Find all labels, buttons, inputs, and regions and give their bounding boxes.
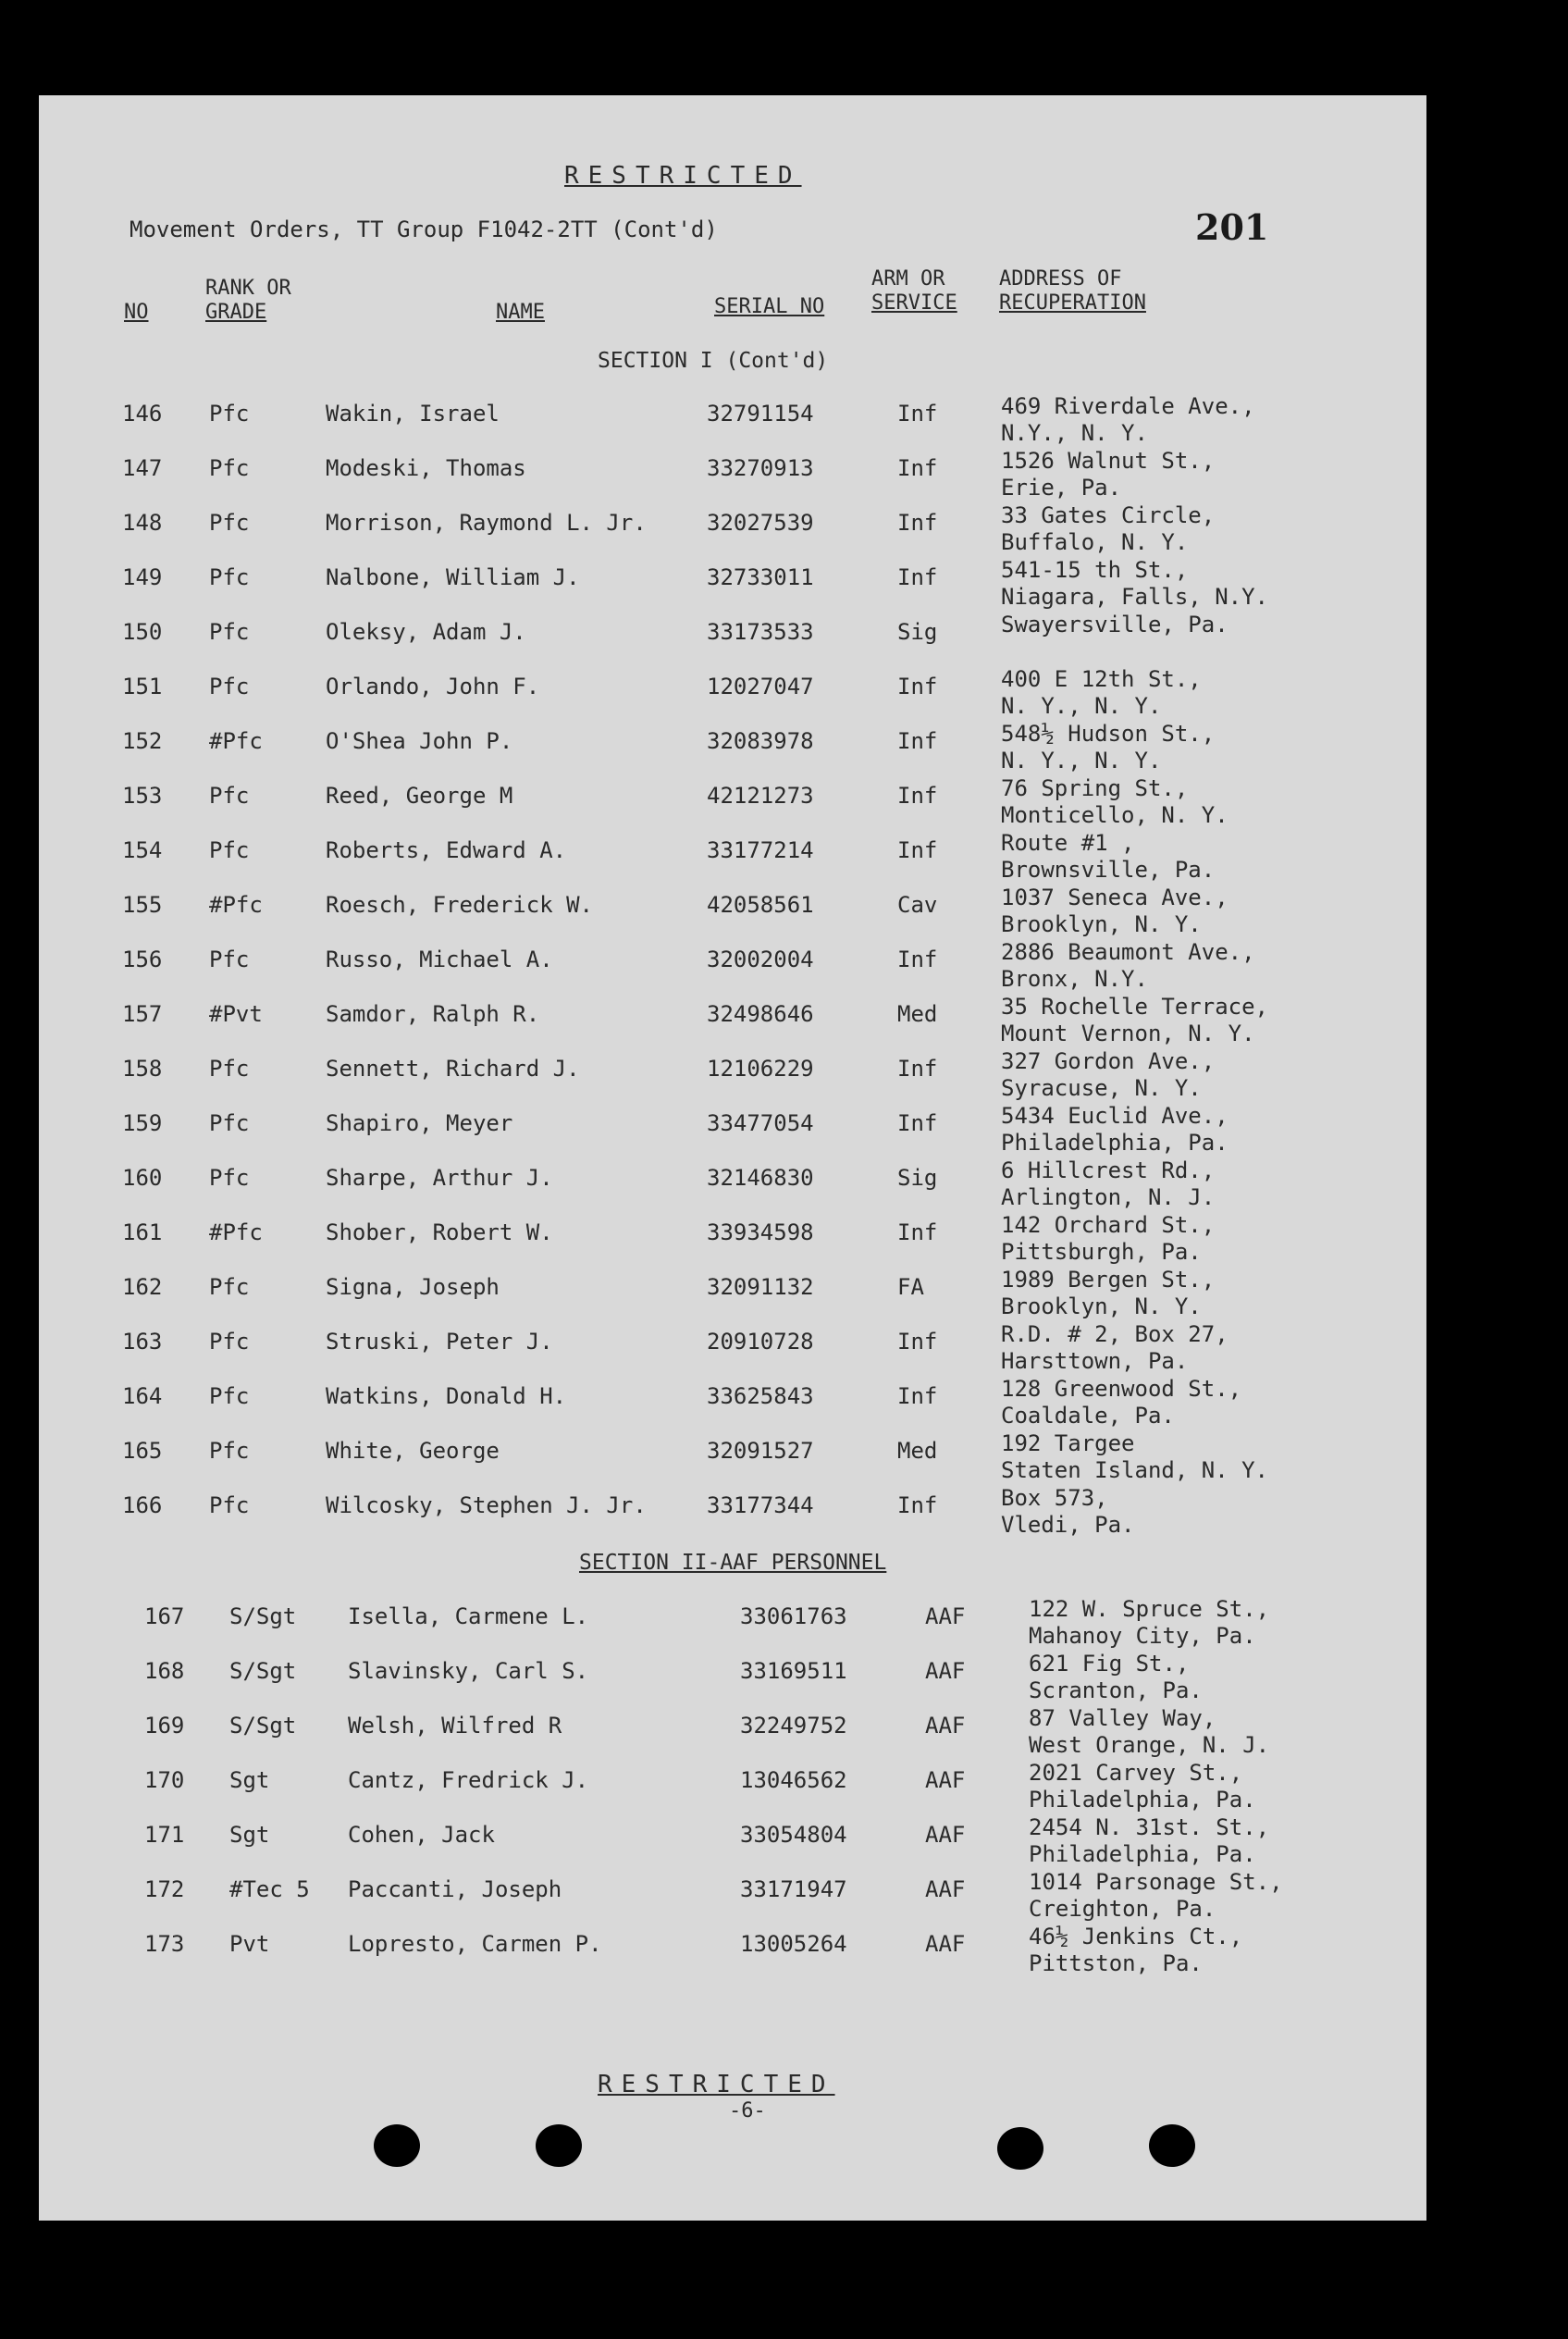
- row-address-line1: Swayersville, Pa.: [1001, 612, 1228, 637]
- row-name: Lopresto, Carmen P.: [348, 1931, 602, 1957]
- row-address-line2: Brooklyn, N. Y.: [1001, 1293, 1202, 1319]
- row-address: [1001, 1157, 1215, 1211]
- row-number: 170: [144, 1767, 185, 1793]
- table-row: [39, 612, 1426, 674]
- row-address: [1001, 1267, 1215, 1320]
- row-serial: 32498646: [707, 1001, 814, 1027]
- row-serial: 20910728: [707, 1329, 814, 1355]
- footer-page-number: -6-: [729, 2099, 766, 2122]
- row-rank: Pfc: [209, 1110, 250, 1136]
- row-arm: Inf: [897, 455, 938, 481]
- row-address-line2: Mahanoy City, Pa.: [1029, 1623, 1256, 1649]
- row-arm: Inf: [897, 674, 938, 699]
- punch-hole: [536, 2124, 582, 2167]
- row-address-line2: Brownsville, Pa.: [1001, 857, 1216, 883]
- row-address-line2: Coaldale, Pa.: [1001, 1403, 1175, 1429]
- row-number: 168: [144, 1658, 185, 1684]
- row-arm: AAF: [925, 1931, 966, 1957]
- punch-hole: [997, 2127, 1043, 2170]
- row-address-line1: 541-15 th St.,: [1001, 557, 1189, 583]
- row-address-line1: 1989 Bergen St.,: [1001, 1267, 1216, 1293]
- row-arm: Inf: [897, 1056, 938, 1082]
- row-address: [1001, 502, 1215, 556]
- row-rank: Pfc: [209, 1274, 250, 1300]
- row-address-line1: 2454 N. 31st. St.,: [1029, 1814, 1270, 1840]
- row-address-line1: Route #1 ,: [1001, 830, 1135, 856]
- row-address-line1: 5434 Euclid Ave.,: [1001, 1103, 1228, 1129]
- row-arm: Inf: [897, 564, 938, 590]
- col-header-address-line1: ADDRESS OF: [999, 267, 1122, 291]
- row-address-line2: Staten Island, N. Y.: [1001, 1457, 1268, 1483]
- punch-hole: [1149, 2124, 1195, 2167]
- row-address-line1: 1526 Walnut St.,: [1001, 448, 1216, 474]
- row-name: Struski, Peter J.: [326, 1329, 553, 1355]
- table-row: [39, 1430, 1426, 1493]
- row-arm: Inf: [897, 837, 938, 863]
- row-arm: Inf: [897, 1110, 938, 1136]
- row-rank: Pfc: [209, 619, 250, 645]
- row-address: [1001, 1321, 1228, 1375]
- row-rank: #Pfc: [209, 892, 263, 918]
- row-number: 152: [122, 728, 163, 754]
- row-number: 167: [144, 1603, 185, 1629]
- row-address-line2: Vledi, Pa.: [1001, 1512, 1135, 1538]
- row-arm: AAF: [925, 1767, 966, 1793]
- row-address-line1: R.D. # 2, Box 27,: [1001, 1321, 1228, 1347]
- row-number: 173: [144, 1931, 185, 1957]
- row-address: [1001, 1485, 1135, 1539]
- row-rank: Pfc: [209, 1329, 250, 1355]
- row-address: [1029, 1760, 1256, 1813]
- table-row: [39, 666, 1426, 729]
- document-page: [39, 95, 1426, 2221]
- table-row: [39, 1103, 1426, 1166]
- row-address: [1001, 830, 1215, 884]
- col-header-rank-line2: GRADE: [205, 301, 267, 324]
- row-serial: 32249752: [740, 1713, 847, 1739]
- row-serial: 33177214: [707, 837, 814, 863]
- row-rank: Pvt: [229, 1931, 270, 1957]
- row-number: 147: [122, 455, 163, 481]
- row-name: White, George: [326, 1438, 500, 1464]
- row-number: 166: [122, 1492, 163, 1518]
- row-address: [1029, 1651, 1203, 1704]
- table-row: [39, 393, 1426, 456]
- row-address-line2: West Orange, N. J.: [1029, 1732, 1270, 1758]
- row-serial: 32002004: [707, 947, 814, 972]
- row-address-line2: Niagara, Falls, N.Y.: [1001, 584, 1268, 610]
- row-name: Paccanti, Joseph: [348, 1876, 562, 1902]
- row-serial: 32791154: [707, 401, 814, 427]
- row-name: Slavinsky, Carl S.: [348, 1658, 589, 1684]
- row-address-line1: 327 Gordon Ave.,: [1001, 1048, 1216, 1074]
- row-address-line1: 2886 Beaumont Ave.,: [1001, 939, 1255, 965]
- row-number: 165: [122, 1438, 163, 1464]
- row-address: [1001, 666, 1202, 720]
- row-name: Shapiro, Meyer: [326, 1110, 513, 1136]
- row-rank: S/Sgt: [229, 1603, 297, 1629]
- row-address-line2: Mount Vernon, N. Y.: [1001, 1021, 1255, 1046]
- row-number: 149: [122, 564, 163, 590]
- row-serial: 13005264: [740, 1931, 847, 1957]
- row-serial: 32733011: [707, 564, 814, 590]
- row-rank: S/Sgt: [229, 1713, 297, 1739]
- row-rank: Pfc: [209, 510, 250, 536]
- row-address-line1: 469 Riverdale Ave.,: [1001, 393, 1255, 419]
- section-title: SECTION II-AAF PERSONNEL: [579, 1551, 887, 1575]
- col-header-address-line2: RECUPERATION: [999, 291, 1146, 315]
- row-serial: 33173533: [707, 619, 814, 645]
- row-serial: 33169511: [740, 1658, 847, 1684]
- punch-hole: [374, 2124, 420, 2167]
- row-name: Roberts, Edward A.: [326, 837, 567, 863]
- row-rank: Pfc: [209, 1165, 250, 1191]
- row-address: [1001, 1430, 1268, 1484]
- row-serial: 33477054: [707, 1110, 814, 1136]
- row-address-line2: Brooklyn, N. Y.: [1001, 911, 1202, 937]
- row-address: [1001, 939, 1255, 993]
- row-rank: Pfc: [209, 947, 250, 972]
- row-arm: Sig: [897, 619, 938, 645]
- table-row: [39, 1924, 1426, 1986]
- row-serial: 42121273: [707, 783, 814, 809]
- row-arm: Sig: [897, 1165, 938, 1191]
- col-header-rank: [205, 277, 291, 325]
- row-address-line1: 87 Valley Way,: [1029, 1705, 1216, 1731]
- row-address-line1: 621 Fig St.,: [1029, 1651, 1190, 1677]
- row-address-line2: Syracuse, N. Y.: [1001, 1075, 1202, 1101]
- row-name: Shober, Robert W.: [326, 1219, 553, 1245]
- row-arm: Inf: [897, 1329, 938, 1355]
- row-address-line1: 128 Greenwood St.,: [1001, 1376, 1242, 1402]
- row-address: [1001, 885, 1228, 938]
- row-address: [1001, 721, 1215, 774]
- row-address: [1001, 1103, 1228, 1157]
- row-name: Signa, Joseph: [326, 1274, 500, 1300]
- row-arm: AAF: [925, 1876, 966, 1902]
- row-number: 160: [122, 1165, 163, 1191]
- col-header-no: NO: [124, 301, 149, 324]
- section-title: SECTION I (Cont'd): [598, 349, 829, 373]
- row-name: Wilcosky, Stephen J. Jr.: [326, 1492, 647, 1518]
- row-serial: 33625843: [707, 1383, 814, 1409]
- row-serial: 32027539: [707, 510, 814, 536]
- row-arm: Med: [897, 1438, 938, 1464]
- row-address: [1001, 994, 1268, 1047]
- row-address-line2: Harsttown, Pa.: [1001, 1348, 1189, 1374]
- row-number: 150: [122, 619, 163, 645]
- row-arm: Inf: [897, 1219, 938, 1245]
- row-number: 154: [122, 837, 163, 863]
- row-address: [1001, 448, 1215, 501]
- row-arm: Inf: [897, 401, 938, 427]
- row-serial: 12106229: [707, 1056, 814, 1082]
- row-serial: 33171947: [740, 1876, 847, 1902]
- row-serial: 33177344: [707, 1492, 814, 1518]
- row-address-line2: Creighton, Pa.: [1029, 1896, 1216, 1922]
- row-address: [1001, 1212, 1215, 1266]
- row-address: [1001, 1376, 1241, 1429]
- row-name: Russo, Michael A.: [326, 947, 553, 972]
- row-name: Isella, Carmene L.: [348, 1603, 589, 1629]
- row-address-line2: Buffalo, N. Y.: [1001, 529, 1189, 555]
- row-arm: Med: [897, 1001, 938, 1027]
- page-number: 201: [1195, 206, 1269, 248]
- col-header-arm-line2: SERVICE: [871, 291, 957, 315]
- table-row: [39, 1485, 1426, 1548]
- row-arm: AAF: [925, 1713, 966, 1739]
- row-rank: Pfc: [209, 837, 250, 863]
- row-name: Wakin, Israel: [326, 401, 500, 427]
- row-address-line2: N. Y., N. Y.: [1001, 748, 1162, 773]
- row-address-line1: 33 Gates Circle,: [1001, 502, 1216, 528]
- row-address: [1001, 1048, 1215, 1102]
- row-serial: 42058561: [707, 892, 814, 918]
- row-rank: Pfc: [209, 564, 250, 590]
- row-arm: Inf: [897, 783, 938, 809]
- row-number: 161: [122, 1219, 163, 1245]
- row-address: [1029, 1924, 1242, 1977]
- row-number: 153: [122, 783, 163, 809]
- row-address-line2: Pittston, Pa.: [1029, 1950, 1203, 1976]
- row-address-line1: 2021 Carvey St.,: [1029, 1760, 1243, 1786]
- row-address-line2: Pittsburgh, Pa.: [1001, 1239, 1202, 1265]
- row-rank: #Pfc: [209, 728, 263, 754]
- row-arm: Inf: [897, 728, 938, 754]
- row-name: Roesch, Frederick W.: [326, 892, 593, 918]
- row-name: Morrison, Raymond L. Jr.: [326, 510, 647, 536]
- row-address-line1: 192 Targee: [1001, 1430, 1135, 1456]
- row-address: [1001, 612, 1228, 638]
- table-row: [39, 448, 1426, 511]
- row-address-line1: 548½ Hudson St.,: [1001, 721, 1216, 747]
- row-rank: Pfc: [209, 783, 250, 809]
- row-address-line2: Philadelphia, Pa.: [1029, 1841, 1256, 1867]
- row-number: 171: [144, 1822, 185, 1848]
- row-address-line2: Scranton, Pa.: [1029, 1677, 1203, 1703]
- row-rank: Sgt: [229, 1767, 270, 1793]
- row-serial: 12027047: [707, 674, 814, 699]
- row-address-line1: 6 Hillcrest Rd.,: [1001, 1157, 1216, 1183]
- row-serial: 32091527: [707, 1438, 814, 1464]
- row-name: Watkins, Donald H.: [326, 1383, 567, 1409]
- row-arm: Inf: [897, 1492, 938, 1518]
- row-arm: Inf: [897, 1383, 938, 1409]
- row-rank: Pfc: [209, 1056, 250, 1082]
- row-rank: Pfc: [209, 1383, 250, 1409]
- row-name: Reed, George M: [326, 783, 513, 809]
- restricted-header: RESTRICTED: [564, 162, 802, 190]
- row-name: Sharpe, Arthur J.: [326, 1165, 553, 1191]
- row-number: 146: [122, 401, 163, 427]
- row-rank: Pfc: [209, 455, 250, 481]
- row-address-line2: Philadelphia, Pa.: [1029, 1787, 1256, 1813]
- row-rank: #Tec 5: [229, 1876, 310, 1902]
- row-address-line1: Box 573,: [1001, 1485, 1108, 1511]
- row-serial: 32146830: [707, 1165, 814, 1191]
- row-address: [1029, 1705, 1269, 1759]
- col-header-address: [999, 267, 1146, 316]
- row-serial: 33061763: [740, 1603, 847, 1629]
- row-name: Cohen, Jack: [348, 1822, 495, 1848]
- row-address: [1001, 775, 1228, 829]
- col-header-arm-line1: ARM OR: [871, 267, 945, 291]
- row-address: [1001, 393, 1255, 447]
- row-arm: Inf: [897, 510, 938, 536]
- row-address-line2: Philadelphia, Pa.: [1001, 1130, 1228, 1156]
- row-name: O'Shea John P.: [326, 728, 513, 754]
- row-address-line1: 46½ Jenkins Ct.,: [1029, 1924, 1243, 1949]
- row-address-line1: 1037 Seneca Ave.,: [1001, 885, 1228, 910]
- table-row: [39, 775, 1426, 838]
- row-serial: 32091132: [707, 1274, 814, 1300]
- row-arm: Inf: [897, 947, 938, 972]
- row-number: 172: [144, 1876, 185, 1902]
- col-header-name: NAME: [496, 301, 545, 324]
- row-address-line2: Arlington, N. J.: [1001, 1184, 1216, 1210]
- row-number: 158: [122, 1056, 163, 1082]
- row-serial: 33270913: [707, 455, 814, 481]
- row-address: [1001, 557, 1268, 611]
- row-rank: S/Sgt: [229, 1658, 297, 1684]
- row-number: 162: [122, 1274, 163, 1300]
- col-header-arm: [871, 267, 957, 316]
- row-name: Oleksy, Adam J.: [326, 619, 526, 645]
- row-address-line2: N. Y., N. Y.: [1001, 693, 1162, 719]
- row-address-line1: 35 Rochelle Terrace,: [1001, 994, 1268, 1020]
- row-arm: FA: [897, 1274, 924, 1300]
- row-name: Welsh, Wilfred R: [348, 1713, 562, 1739]
- row-address-line2: Erie, Pa.: [1001, 475, 1122, 501]
- row-rank: Pfc: [209, 1438, 250, 1464]
- row-number: 155: [122, 892, 163, 918]
- row-address-line1: 122 W. Spruce St.,: [1029, 1596, 1270, 1622]
- row-arm: AAF: [925, 1603, 966, 1629]
- row-number: 164: [122, 1383, 163, 1409]
- row-address-line1: 142 Orchard St.,: [1001, 1212, 1216, 1238]
- table-row: [39, 994, 1426, 1057]
- row-rank: #Pvt: [209, 1001, 263, 1027]
- row-serial: 33054804: [740, 1822, 847, 1848]
- row-number: 157: [122, 1001, 163, 1027]
- row-number: 169: [144, 1713, 185, 1739]
- row-arm: AAF: [925, 1822, 966, 1848]
- row-address-line2: N.Y., N. Y.: [1001, 420, 1148, 446]
- restricted-footer: RESTRICTED: [598, 2071, 835, 2098]
- table-row: [39, 1157, 1426, 1220]
- row-address: [1029, 1869, 1283, 1923]
- row-name: Nalbone, William J.: [326, 564, 580, 590]
- document-title: Movement Orders, TT Group F1042-2TT (Cont'd): [130, 217, 718, 242]
- row-serial: 32083978: [707, 728, 814, 754]
- row-address-line2: Monticello, N. Y.: [1001, 802, 1228, 828]
- row-number: 163: [122, 1329, 163, 1355]
- col-header-serial: SERIAL NO: [714, 295, 825, 318]
- row-rank: Pfc: [209, 401, 250, 427]
- row-number: 156: [122, 947, 163, 972]
- row-address-line1: 400 E 12th St.,: [1001, 666, 1202, 692]
- row-address-line2: Bronx, N.Y.: [1001, 966, 1148, 992]
- row-address-line1: 76 Spring St.,: [1001, 775, 1189, 801]
- row-rank: Pfc: [209, 1492, 250, 1518]
- row-address: [1029, 1814, 1269, 1868]
- row-name: Sennett, Richard J.: [326, 1056, 580, 1082]
- row-name: Cantz, Fredrick J.: [348, 1767, 589, 1793]
- row-number: 148: [122, 510, 163, 536]
- row-address-line1: 1014 Parsonage St.,: [1029, 1869, 1283, 1895]
- row-name: Modeski, Thomas: [326, 455, 526, 481]
- table-row: [39, 1596, 1426, 1659]
- row-name: Orlando, John F.: [326, 674, 540, 699]
- row-number: 151: [122, 674, 163, 699]
- row-serial: 13046562: [740, 1767, 847, 1793]
- row-name: Samdor, Ralph R.: [326, 1001, 540, 1027]
- row-serial: 33934598: [707, 1219, 814, 1245]
- row-rank: #Pfc: [209, 1219, 263, 1245]
- col-header-rank-line1: RANK OR: [205, 277, 291, 300]
- row-address: [1029, 1596, 1269, 1650]
- row-rank: Pfc: [209, 674, 250, 699]
- table-row: [39, 1212, 1426, 1275]
- row-rank: Sgt: [229, 1822, 270, 1848]
- row-number: 159: [122, 1110, 163, 1136]
- row-arm: AAF: [925, 1658, 966, 1684]
- row-arm: Cav: [897, 892, 938, 918]
